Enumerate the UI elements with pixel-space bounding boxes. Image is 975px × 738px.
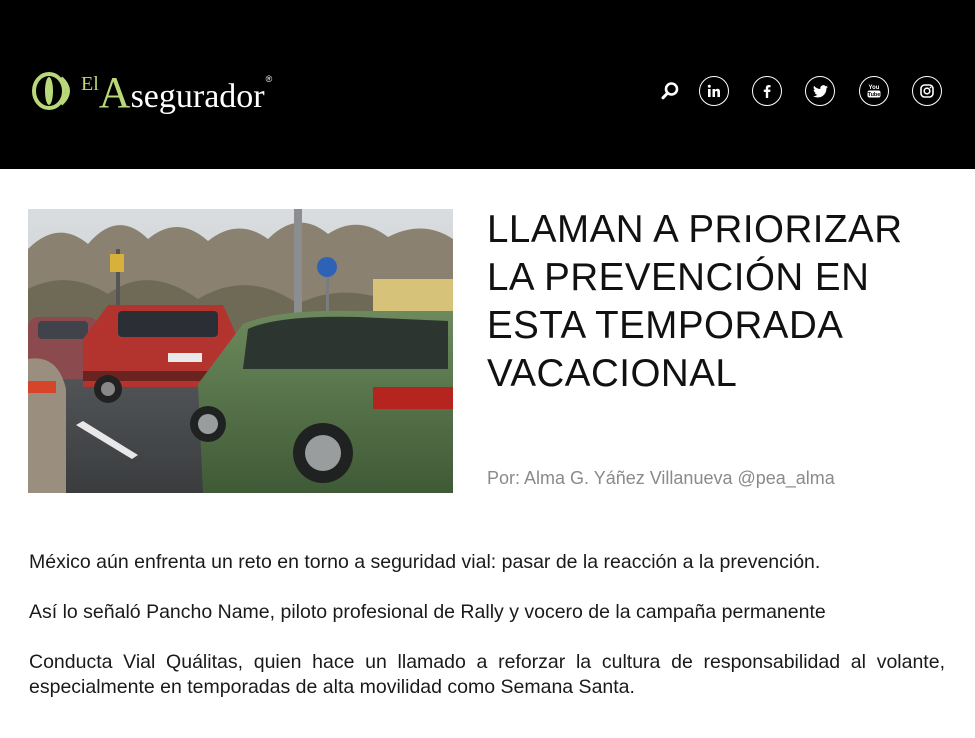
- logo-registered: ®: [265, 74, 273, 84]
- car-traffic-photo: [28, 209, 453, 493]
- article-paragraph-3: Conducta Vial Quálitas, quien hace un llamado a reforzar la cultura de responsabilidad al volante, especialmente en temporadas de alta movilidad como Semana Santa.: [29, 651, 945, 698]
- article-hero-image[interactable]: [28, 209, 453, 493]
- facebook-button[interactable]: [752, 76, 782, 106]
- facebook-icon: [760, 84, 774, 98]
- logo-el-text: El: [81, 73, 99, 95]
- twitter-button[interactable]: [805, 76, 835, 106]
- twitter-icon: [813, 85, 828, 98]
- linkedin-button[interactable]: [699, 76, 729, 106]
- article-paragraph-2: Así lo señaló Pancho Name, piloto profesional de Rally y vocero de la campaña permanente: [29, 601, 826, 623]
- youtube-icon: [866, 83, 882, 99]
- search-icon: [660, 81, 680, 101]
- youtube-button[interactable]: [859, 76, 889, 106]
- search-button[interactable]: [655, 76, 685, 106]
- article-headline: LLAMAN A PRIORIZAR LA PREVENCIÓN EN ESTA TEMPORADA VACACIONAL: [487, 208, 903, 395]
- svg-text:You: You: [868, 85, 880, 91]
- logo-mark-icon: [31, 70, 79, 112]
- linkedin-icon: [707, 84, 721, 98]
- site-logo[interactable]: [31, 66, 272, 122]
- instagram-icon: [920, 84, 934, 98]
- logo-wordmark: segurador: [130, 78, 265, 115]
- logo-a-letter: A: [98, 68, 131, 117]
- article-paragraph-1: México aún enfrenta un reto en torno a seguridad vial: pasar de la reacción a la prevención.: [29, 551, 821, 573]
- article-byline: Por: Alma G. Yáñez Villanueva @pea_alma: [487, 468, 835, 488]
- site-header: [0, 0, 975, 169]
- instagram-button[interactable]: [912, 76, 942, 106]
- svg-text:Tube: Tube: [867, 92, 881, 99]
